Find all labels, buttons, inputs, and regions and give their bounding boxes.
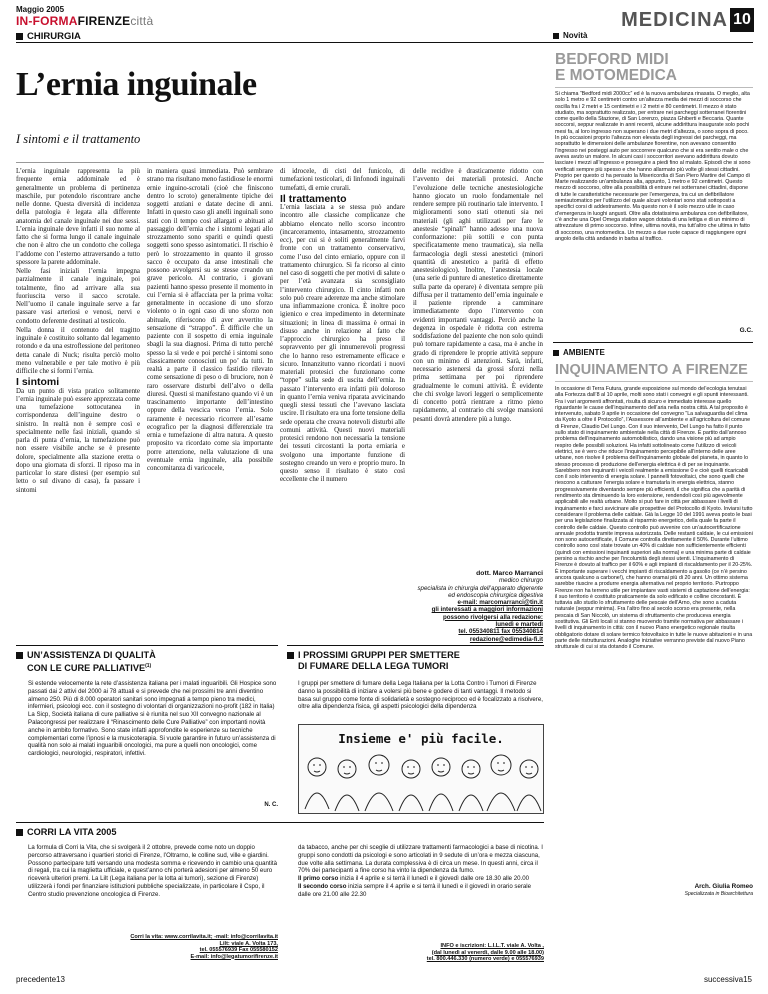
square-bullet-icon [16, 33, 23, 40]
gruppi-banner [298, 724, 544, 814]
secondo-corso-label: Il secondo corso [298, 882, 347, 890]
qualita-title [16, 650, 278, 674]
sidebar-text: Si chiama “Bedford midi 2000cc” ed è la nuova ambulanza rinasata. O meglio, alta solo 1 metro e 92 centimetri contro un’altezza media dei mezzi di soccorso che oscilla fra i 2 metri e 15 centimetri e i 2 metri e 80 centimetri. Il mezzo è stato studiato, ma soprattutto realizzato, per entrare nei parcheggi sotterranei fiorentini come quello della Stazione, di San Lorenzo, piazza Ghiberti e Beccaria. Quante soccorsi, seppur realizzate in anni recenti, alcune addirittura inaugurate solo pochi mesi fa, al loro ingresso non superano i due metri d’altezza, o sono sopra di poco. In più occasioni proprio l’altezza non elevata degli ingressi dei parcheggi, ma soprattutto le dimensioni delle ambulanze fiorentine, non avevano consentito l’ingresso nei posteggi auto per soccorrere qualcuno che si era sentito male o che aveva avuto un malore. In alcuni casi i soccorritori avevano addirittura dovuto lasciare i mezzi all’ingresso e proseguire a piedi fino al malato. Episodi che si sono verificati sempre più spesso e che hanno allarmato più volte gli stessi cittadini. Proprio per questo ci ha pensato la Misericordia di San Piero Martire del Campo di Marte realizzando un’ambulanza alta, appunto, 1 metro e 92 centimetri. Questo mezzo di soccorso, oltre alla possibilità di entrare nei sotterranei cittadini, dispone di tutte le caratteristiche necessarie per l’emergenza, tra cui un defibrillatore semiautomatico per l’utilizzo del quale alcuni volontari sono stati sottoposti a specifici corsi di addestramento. Ma questo non è il solo mezzo utile in caso d’emergenza in luoghi angusti. Oltre alla dotatissima ambulanza con defibrillatore, c’è anche una Opel Omega station wagon dotata di una lettiga e di un minimo di attrezzature di primo soccorso. Infine, ultima novità, ma tutt’altro che ultima in fatto di soccorso, una motomedica. Un mezzo a due ruote capace di raggiungere ogni angolo della città andando in barba al traffico. [555, 91, 751, 242]
gruppi-contact-line: INFO e iscrizioni: L.I.L.T. viale A. Volta , [440, 943, 544, 949]
qualita-title-line: UN’ASSISTENZA DI QUALITÀ [16, 650, 278, 661]
novita-label: Novità [553, 31, 587, 40]
gruppi-title [287, 650, 544, 672]
square-bullet-icon [16, 652, 23, 659]
sidebar-title-rule [555, 87, 753, 88]
gruppi-continued-para: da tabacco, anche per chi sceglie di utilizzare trattamenti farmacologici a base di nicotina. I gruppi sono condotti da psicologi e sono articolati in 9 sedute di un’ora e mezza ciascuna, due volte alla settimana. La durata complessiva è di circa un mese. In questi anni, circa il 70% dei partecipanti a fine corso ha vinto la dipendenza da fumo. [298, 844, 543, 875]
ambiente-title-rule [555, 381, 753, 382]
corri-title: CORRI LA VITA 2005 [16, 827, 117, 837]
subtitle-rule [16, 162, 544, 163]
corri-contact-line: tel. 055576939 Fax 055580152 [199, 947, 278, 953]
gruppi-contact-line: (dal lunedì al venerdì, dalle 9.00 alle 18.00) [431, 949, 544, 956]
masthead [16, 14, 153, 28]
redazione-email-link[interactable]: redazione@edimedia-fi.it [469, 635, 543, 643]
square-bullet-icon [287, 652, 294, 659]
primo-corso-text: inizia il 4 aprile e si terrà il lunedì e il giovedì dalle ore 18.30 alle 20.00 [338, 875, 530, 883]
article-col-2: in maniera quasi immediata. Può sembrare strano ma risultano meno fastidiose le enormi ernie inguino-scrotali (cioè che finiscono dentro lo scroto) generalmente tipiche dei soggetti anziani e datate decine di anni. Infatti in questo caso gli anelli inguinali sono stati con il tempo così allargati e abituati al passaggio dell’ernia che i sintomi legati allo strozzamento sono spariti e quindi questi soggetti sono spesso asintomatici. Il rischio è però lo strozzamento in quanto il grosso sacco è occupato da anse intestinali che possono avvolgersi su se stesse creando un grave pericolo. Al contrario, i giovani pazienti hanno spesso presente il momento in cui l’ernia si è affacciata per la prima volta: generalmente in occasione di uno sforzo violento o in ogni caso di uno sforzo non abituale, riferiscono di aver avvertito la sensazione di “strappo”. È difficile che un paziente con il sospetto di ernia inguinale sbagli la sua diagnosi. Prima di tutto perché spesso la si vede e poi perché i sintomi sono classicamente conosciuti un po’ da tutti. In realtà a parte il classico fastidio rilevato come sensazione di peso o di bruciore, non è raro osservare disturbi dell’alvo o della diuresi. Questi si manifestano quando vi è un trascinamento importante dell’intestino oppure della vescica verso l’ernia. Solo raramente è necessario ricorrere all’esame ecografico per la diagnosi differenziale tra ernia e tumefazione di altra natura. A questo proposito va ricordato come sia importante porre attenzione, nella valutazione di una eventuale ernia inguinale, alla possibile concomitanza di varicocele, [147, 168, 273, 472]
author-line: specialista in chirurgia dell’apparato digerente [417, 584, 543, 592]
ambiente-text: In occasione di Terra Futura, grande esposizione sul mondo del’ecologia tenutasi alla Fortezza dall’8 al 10 aprile, molti sono stati i convegni e gli spunti interessanti. Fra i vari argomenti affrontati, risulta di sicuro e immediato interesse quello riguardante le cause dell’inquinamento dell’aria nella nostra città. A tal proposito è intervenuto, sabato 9 aprile in occasione del convegno “La salvaguardia del clima da Kyoto a oltre il Protocollo”, l’Assessore all’ambiente e all’agricoltura del comune di Firenze, Claudio Del Lungo. Con il suo intervento, Del Lungo ha fatto il punto sullo stato di inquinamento ambientale nella città di Firenze. È partito dall’annoso problema dell’inquinamento automobilistico, dando una visione più ad ampio respiro delle possibili soluzioni. Ha infatti sottolineato come l’utilizzo di veicoli elettrici, se è vero che riduce l’inquinamento percepibile all’interno delle aree urbane, non risolve il problema dell’inquinamento globale del pianeta, in quanto lo stesso processo di produzione dell’energia elettrica è di per se inquinante. Sarebbero non inquinanti i veicoli realmente a emissione 0 e cioè quelli ricaricabili con il solo intervento di energia solare. I pannelli fotovoltaici, che sono quelli che riescono a catturare l’energia solare e tramutarla in energia elettrica, stanno progressivamente diventando sempre più efficienti, il che significa che a parità di rendimento sta diminuendo la loro estensione, rendendoli così più agevolmente applicabili alle realtà urbane. Molto si può fare in città per abbassare i livelli di inquinamento e farci avvicinare alle prospettive del Protocollo di Kyoto. Inviarsi tutto considerare il problema delle caldaie. Già la Legge 10 del 1991 aveva posto le basi per una legislazione finalizzata al risparmio energetico, della quale fa parte il controllo delle caldaie. Questo controllo può avvenire con un’autocertificazione annuale prodotta tramite impresa autorizzata. Delle restanti caldaie, le cui emissioni non sono autocertificate, il Comune controlla direttamente il 50%. Durante l’ultimo controllo sono così state trovate un 40% di caldaie non sufficientemente efficienti (quindi con emissioni inquinanti superiori alla norma) e una minima parte di caldaie persino a rischio anche per l’incolumità degli stessi utenti. L’inquinamento di Firenze è dovuto al traffico per il 60% e agli impianti di riscaldamento per il 20-25%. È importante superare i vecchi impianti di riscaldamento a gasolio (ce n’è persino ancora qualcuno a carbone!), che hanno oramai più di 20 anni. Un ottimo sistema sarebbe riuscire a produrre energia alternativa nel proprio territorio. Purtroppo Firenze non ha terreno utile per impiantare vasti sistemi di captazione dell’energia: il suo territorio è costituito praticamente da solo edificato e colline circostanti. È tuttavia allo studio lo sfruttamento delle pescaie dell’Arno, che sono a caduta naturale (seppur minima). Fra l’altro fino al secolo scorso era presente, nella pescaia di San Niccolò, un sistema di sfruttamento che produceva energia sostitutiva. Gli Enti locali si stanno muovendo tramite normativa per abbassare i livelli di inquinamento in città: con il nuovo Piano energetico regionale risulta obbligatorio dotare di solare termico fotovoltaico in tutte le nuove abitazioni e in una parte delle ristrutturazioni. Analoghe iniziative verranno previste dal nuovo Piano strutturale di cui si sta dotando il Comune. [555, 386, 753, 651]
corri-text: La formula di Corri la Vita, che si svolgerà il 2 ottobre, prevede come noto un doppio percorso attraversano i quartieri storici di Firenze, l’Oltrarno, le colline sud, ville e giardini. Possono partecipare tutti versando una modesta somma e ricevendo in cambio una quantità di regali, tra cui la maglietta ufficiale, e quest’anno chi porterà adesioni per almeno 50 euro riceverà ulteriori premi. La Lilt (Lega italiana per la lotta ai tumori), sezione di Firenze) utilizzerà i fondi per finanziare istituzioni pubbliche specializzate, in particolare il Cspo, il Centro studio prevenzione oncologica di Firenze. [28, 844, 277, 898]
author-line: gli interessati a maggiori informazioni [431, 606, 543, 614]
section-label-right: MEDICINA [621, 9, 728, 31]
sidebar-title-line: E MOTOMEDICA [555, 67, 677, 84]
gruppi-rule [287, 645, 544, 646]
sidebar-title [555, 52, 753, 84]
corri-contact-line: Lilt: viale A. Volta 173, [219, 940, 278, 947]
gruppi-banner-text: Insieme e' più facile. [338, 731, 504, 746]
gruppi-continued-text [298, 844, 544, 899]
author-line: tel. 055340811 fax 055340814 [458, 628, 543, 636]
masthead-prefix: IN-FORMA [16, 14, 78, 28]
masthead-city: FIRENZE [77, 14, 131, 28]
col1-para-4: Da un punto di vista pratico solitamente l’ernia inguinale può essere apprezzata come una tumefazione sottocutanea in corrispondenza dell’inguine destro o sinistro. In realtà non è sempre così e specialmente nelle fasi iniziali, quando si parla di punta d’ernia, la tumefazione può non essere visibile anche se è presente dolore, specialmente alla stazione eretta o dopo una giornata di sforzi. Il riposo ma in particolar lo stare distesi (per esempio sul letto o sul divano di casa), fa passare i sintomi [16, 387, 140, 494]
gruppi-title-line: I PROSSIMI GRUPPI PER SMETTERE [287, 650, 544, 661]
corri-contacts [28, 934, 278, 960]
footer-next-link[interactable]: successiva15 [703, 975, 752, 984]
col1-para-1: L’ernia inguinale rappresenta la più frequente ernia addominale ed è generalmente un problema di pertinenza maschile, pur potendolo riscontrare anche nelle donne. Questa diversità di incidenza della patologia è legata alla differente anatomia del canale inguinale nei due sessi. L’ernia inguinale deve infatti il suo nome al fatto che si forma lungo il canale inguinale che non è altro che un condotto che collega l’addome con l’esterno attraversando a tutto spessore la parete addominale. [16, 168, 140, 266]
section-label-left: CHIRURGIA [16, 31, 81, 42]
footer-prev-link[interactable]: precedente13 [16, 975, 65, 984]
ambiente-author-role: Specializzata in Bioarchitettura [684, 891, 753, 897]
section-heading-sintomi: I sintomi [16, 376, 60, 389]
square-bullet-icon [553, 350, 559, 356]
qualita-rule [16, 645, 278, 646]
corri-rule [16, 822, 544, 823]
author-email-link[interactable]: e-mail: marcomarranci@tin.it [457, 599, 543, 607]
secondo-corso-text: inizia sempre il 4 aprile e si terrà il lunedì e il giovedì in orario serale dalle ore 21.00 alle 22.30 [298, 882, 532, 898]
primo-corso-label: Il primo corso [298, 875, 339, 883]
article-title: L’ernia inguinale [16, 66, 257, 103]
article-col-1 [16, 168, 140, 496]
people-illustration-icon [299, 749, 544, 814]
col1-para-3: Nella donna il contenuto del tragitto inguinale è costituito soltanto dal legamento rotondo e da una estroflessione del peritoneo detta canale di Nuck; risulta perciò molto meno vulnerabile e per tale motivo è più difficile che si formi l’ernia. [16, 326, 140, 375]
author-block [413, 570, 543, 643]
col3-para-1: di idrocele, di cisti del funicolo, di tumefazioni testicolari, di linfonodi inguinali tumefatti, di ernie crurali. [280, 168, 405, 192]
sidebar-title-line: BEDFORD MIDI [555, 51, 669, 68]
section-heading-trattamento: Il trattamento [280, 192, 347, 205]
masthead-suffix: città [130, 14, 154, 28]
article-subtitle: I sintomi e il trattamento [16, 132, 141, 146]
article-col-3 [280, 168, 405, 486]
qualita-text: Si estende velocemente la rete d’assistenza italiana per i malati inguaribili. Gli Hospice sono passati dai 2 attivi del 2000 ai 78 attuali e si prevede che nei prossimi tre anni diventino almeno 250. Più di 8.000 operatori sanitari sono impegnati a tempo pieno tra medici, infermieri, psicologi ecc. con il sostegno di volontari di organizzazioni no-profit (182 in Italia) La Sicp, Società italiana di cure palliative si è riunita nel suo XII convegno nazionale al Palacongressi per realizzare il “Rinascimento delle Cure Palliative” con importanti novità anche in ambito formativo. Sono state infatti approfondite le esperienze su tecniche complementari come l’ipnosi e la musicoterapia. Si vuole garantire in futuro un’assistenza di qualità non solo ai malati inguaribili oncologici, ma pure a quelli non oncologici, come cardiologici, neurologici, respiratori, infettivi. [28, 680, 277, 758]
square-bullet-icon [16, 829, 23, 836]
gruppi-contacts [298, 943, 544, 963]
corri-website-link[interactable]: Corri la vita: www.corrilavita.it; -mail: info@corrilavita.it [130, 934, 278, 940]
author-name: dott. Marco Marranci [476, 570, 543, 577]
author-line: medico chirurgo [498, 577, 543, 585]
ambiente-author: Arch. Giulia Romeo [694, 883, 753, 890]
author-line: possono rivolgersi alla redazione: [442, 613, 543, 621]
corri-email-link[interactable]: E-mail: info@legatumorifirenze.it [190, 953, 278, 960]
square-bullet-icon [553, 33, 559, 39]
qualita-title-line: CON LE CURE PALLIATIVE$^{(1)}$ [27, 663, 152, 674]
author-line: ed endoscopia chirurgica digestiva [448, 591, 543, 599]
issue-date: Maggio 2005 [16, 5, 65, 14]
qualita-credit: N. C. [264, 802, 278, 808]
gruppi-title-line: DI FUMARE DELLA LEGA TUMORI [298, 661, 449, 671]
ambiente-title: INQUINAMENTO A FIRENZE [555, 362, 748, 378]
gruppi-contact-line: tel. 800.446.330 (numero verde) e 055576939 [426, 956, 544, 962]
col3-para-2: L’ernia lasciata a se stessa può andare incontro alle classiche complicanze che abbiamo elencato nello scorso incontro (incarceramento, intasamento, strozzamento ecc), per cui si è soliti generalmente farvi fronte con un trattamento conservativo, come l’uso del cinto erniario, oppure con il trattamento chirurgico. Si fa ricorso al cinto nel caso di soggetti che per motivi di salute o per l’età avanzata sia sconsigliato l’intervento chirurgico. Il cinto infatti non solo può creare aderenze ma anche stimolare una infiammazione cronica. È inoltre poco igienico e crea impedimento in determinate situazioni; in linea di massima è ormai in disuso anche in relazione al fatto che l’approccio chirurgico ha preso il sopravvento per gli innumerevoli progressi che lo hanno reso estremamente efficace e sicuro. Innanzitutto vanno ricordati i nuovi materiali protesici che funzionano come “toppe” sulla sede di uscita dell’ernia. In passato l’intervento era infatti più doloroso in quanto l’ernia veniva riparata avvicinando quegli stessi tessuti che l’avevano lasciata uscire. Il risultato era una forte tensione della sede operata che creava notevoli disturbi alle comuni attività. Questi nuovi materiali protesici rendono non necessaria la tensione dei tessuti circostanti la porta erniaria e svolgono una importante funzione di sostegno creando un vero e proprio muro. In questo senso il risultato è stato così eccellente che il numero [280, 204, 405, 484]
page-number: 10 [730, 8, 754, 32]
ambiente-rule [553, 342, 753, 343]
sidebar-credit: G.C. [739, 327, 753, 334]
col1-para-2: Nelle fasi iniziali l’ernia impegna parzialmente il canale inguinale, poi totalmente, fino ad arrivare alla sua fuoriuscita verso il sacco scrotale. Nell’uomo il canale inguinale serve a far passare vasi arteriosi e venosi, nervi e condotto deferente destinati al testicolo. [16, 268, 140, 325]
gruppi-text: I gruppi per smettere di fumare della Lega Italiana per la Lotta Contro i Tumori di Firenze danno la possibilità di iniziare a volersi più bene e godere di tanti vantaggi. Il metodo si basa sul gruppo come fonte di solidarietà e sostegno reciproco ed è focalizzato a risolvere, oltre alla dipendenza fisica, gli aspetti psicologici della dipendenza [298, 680, 543, 711]
ambiente-label: AMBIENTE [553, 348, 605, 357]
author-line: lunedì e martedì [495, 621, 543, 629]
sidebar-rule [553, 42, 753, 43]
article-col-4: delle recidive è drasticamente ridotto con l’avvento dei materiali protesici. Anche l’evoluzione delle tecniche anestesiologiche hanno giocato un ruolo fondamentale nel rendere sempre più routinario tale intervento. I miglioramenti sono stati ottenuti sia nei materiali (gli aghi utilizzati per fare le anestesie “spinali” hanno adesso una nuova conformazione: più sottili e con punta specificatamente meno traumatica), sia nella farmacologia degli stessi anestetici (minori quantità di anestetico a parità di effetto anestesiologico). Inoltre, l’anestesia locale (una serie di punture di anestetico direttamente sulla parte da operare) è diventata sempre più diffusa per il trattamento dell’ernia inguinale e il paziente riprende a camminare immediatamente dopo l’intervento con evidenti importanti vantaggi. Perciò anche la degenza in ospedale è ridotta con estrema soddisfazione del paziente che non solo quindi può tornare rapidamente a casa, ma è anche in grado di riprendere le proprie attività seppure con un minimo di attenzioni. Sarà, infatti, necessario astenersi da grossi sforzi nella prima settimana per poi riprendere gradualmente le comuni attività. È evidente che chi svolge lavori leggeri o semplicemente di concetto potrà rientrare a ritmo pieno rapidamente, al contrario chi svolge mansioni pesanti dovrà attendere più a lungo. [413, 168, 543, 423]
